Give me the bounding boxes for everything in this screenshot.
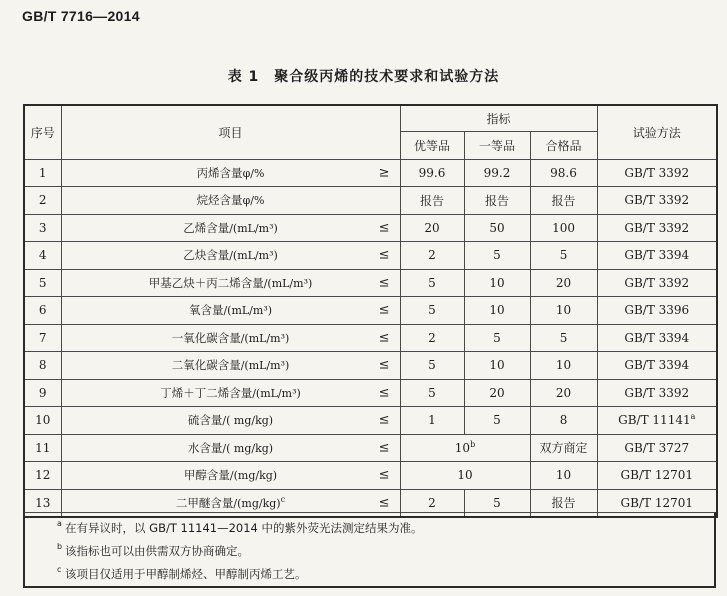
value-qualified: 5 bbox=[530, 242, 597, 270]
value-qualified: 20 bbox=[530, 379, 597, 407]
table-row bbox=[24, 242, 717, 270]
item-name: 二甲醚含量 bbox=[175, 495, 234, 510]
row-seq: 12 bbox=[24, 462, 61, 490]
item-unit: /(mL/m³) bbox=[252, 386, 301, 400]
table-row bbox=[24, 159, 717, 187]
test-method bbox=[597, 379, 717, 407]
value-first: 5 bbox=[464, 489, 530, 517]
value-qualified: 10 bbox=[530, 297, 597, 325]
item-comparator: ≤ bbox=[378, 440, 390, 456]
item-name: 甲醇含量 bbox=[183, 468, 230, 483]
spec-table bbox=[23, 104, 718, 518]
item-comparator: ≤ bbox=[378, 330, 390, 346]
value-superior: 2 bbox=[400, 489, 464, 517]
test-method bbox=[597, 159, 717, 187]
value-qualified: 5 bbox=[530, 324, 597, 352]
test-method bbox=[597, 324, 717, 352]
table-row bbox=[24, 297, 717, 325]
item-comparator: ≤ bbox=[378, 412, 390, 428]
item-name: 二氧化碳含量 bbox=[171, 358, 241, 373]
header-method: 试验方法 bbox=[597, 105, 717, 159]
header-grade-superior: 优等品 bbox=[400, 131, 464, 159]
test-method-text: GB/T 11141 bbox=[618, 413, 691, 428]
value-qualified: 10 bbox=[530, 352, 597, 380]
row-seq: 2 bbox=[24, 187, 61, 215]
value-merged bbox=[400, 462, 530, 490]
row-seq: 1 bbox=[24, 159, 61, 187]
test-method-text: GB/T 3396 bbox=[624, 303, 690, 318]
header-item: 项目 bbox=[61, 105, 400, 159]
item-comparator: ≤ bbox=[378, 385, 390, 401]
value-first: 99.2 bbox=[464, 159, 530, 187]
row-seq: 11 bbox=[24, 434, 61, 462]
table-row bbox=[24, 379, 717, 407]
header-grade-qualified: 合格品 bbox=[530, 131, 597, 159]
test-method-footnote-mark: a bbox=[690, 412, 696, 422]
table-row bbox=[24, 214, 717, 242]
item-name: 一氧化碳含量 bbox=[171, 330, 241, 345]
value-superior: 5 bbox=[400, 269, 464, 297]
footnote-text: 在有异议时，以 GB/T 11141—2014 中的紫外荧光法测定结果为准。 bbox=[65, 521, 423, 535]
value-superior: 1 bbox=[400, 407, 464, 435]
item-comparator: ≤ bbox=[378, 247, 390, 263]
value-superior: 2 bbox=[400, 324, 464, 352]
item-comparator: ≤ bbox=[378, 357, 390, 373]
value-qualified: 10 bbox=[530, 462, 597, 490]
item-comparator: ≤ bbox=[378, 467, 390, 483]
value-footnote-mark: b bbox=[470, 439, 476, 449]
table-row bbox=[24, 352, 717, 380]
test-method bbox=[597, 297, 717, 325]
item-name: 丙烯含量 bbox=[196, 165, 243, 180]
test-method-text: GB/T 3392 bbox=[624, 193, 690, 208]
item-unit: /( mg/kg) bbox=[222, 441, 274, 455]
value-first: 报告 bbox=[464, 187, 530, 215]
test-method-text: GB/T 3394 bbox=[624, 330, 690, 345]
item-unit: φ/% bbox=[242, 166, 265, 180]
value-superior: 5 bbox=[400, 297, 464, 325]
test-method-text: GB/T 3392 bbox=[624, 220, 690, 235]
row-item bbox=[61, 242, 400, 270]
item-unit: φ/% bbox=[242, 194, 265, 208]
test-method bbox=[597, 407, 717, 435]
header-grade-first: 一等品 bbox=[464, 131, 530, 159]
item-unit-footnote-mark: c bbox=[280, 494, 286, 504]
item-comparator: ≤ bbox=[378, 302, 390, 318]
row-seq: 4 bbox=[24, 242, 61, 270]
test-method-text: GB/T 3394 bbox=[624, 248, 690, 263]
value-superior: 99.6 bbox=[400, 159, 464, 187]
row-item bbox=[61, 159, 400, 187]
item-name: 烷烃含量 bbox=[196, 193, 243, 208]
test-method-text: GB/T 12701 bbox=[620, 495, 693, 510]
footnote-mark: c bbox=[57, 565, 62, 574]
table-row bbox=[24, 462, 717, 490]
value-qualified: 20 bbox=[530, 269, 597, 297]
value-merged bbox=[400, 434, 530, 462]
item-unit: /(mg/kg) bbox=[229, 469, 278, 483]
test-method bbox=[597, 462, 717, 490]
row-item bbox=[61, 462, 400, 490]
table-row bbox=[24, 269, 717, 297]
test-method-text: GB/T 3727 bbox=[624, 440, 690, 455]
test-method-text: GB/T 3392 bbox=[624, 165, 690, 180]
row-seq: 9 bbox=[24, 379, 61, 407]
footnote-mark: a bbox=[57, 519, 62, 528]
test-method-text: GB/T 3394 bbox=[624, 358, 690, 373]
value-superior: 5 bbox=[400, 379, 464, 407]
value-qualified: 双方商定 bbox=[530, 434, 597, 462]
table-row bbox=[24, 407, 717, 435]
footnotes bbox=[23, 512, 716, 588]
test-method bbox=[597, 242, 717, 270]
item-unit: /(mg/kg) bbox=[233, 496, 281, 510]
test-method bbox=[597, 269, 717, 297]
item-unit: /(mL/m³) bbox=[223, 304, 273, 318]
item-name: 水含量 bbox=[187, 440, 223, 455]
value-qualified: 报告 bbox=[530, 489, 597, 517]
item-unit: /(mL/m³) bbox=[240, 359, 290, 373]
value-merged-text: 10 bbox=[457, 468, 473, 483]
test-method bbox=[597, 214, 717, 242]
footnote bbox=[25, 540, 714, 563]
value-first: 10 bbox=[464, 269, 530, 297]
footnote-mark: b bbox=[57, 542, 63, 551]
table-row bbox=[24, 187, 717, 215]
item-name: 丁烯＋丁二烯含量 bbox=[160, 385, 253, 400]
row-item bbox=[61, 269, 400, 297]
row-item bbox=[61, 187, 400, 215]
item-comparator: ≤ bbox=[378, 275, 390, 291]
value-first: 10 bbox=[464, 297, 530, 325]
value-superior: 2 bbox=[400, 242, 464, 270]
value-first: 5 bbox=[464, 407, 530, 435]
value-qualified: 100 bbox=[530, 214, 597, 242]
item-unit: /(mL/m³) bbox=[229, 249, 278, 263]
item-unit: /( mg/kg) bbox=[222, 414, 274, 428]
value-qualified: 98.6 bbox=[530, 159, 597, 187]
value-first: 50 bbox=[464, 214, 530, 242]
item-name: 乙炔含量 bbox=[183, 248, 230, 263]
row-item bbox=[61, 214, 400, 242]
value-first: 5 bbox=[464, 242, 530, 270]
item-unit: /(mL/m³) bbox=[229, 221, 278, 235]
item-comparator: ≥ bbox=[378, 165, 390, 181]
table-title: 表 1 聚合级丙烯的技术要求和试验方法 bbox=[227, 69, 500, 85]
row-seq: 13 bbox=[24, 489, 61, 517]
row-seq: 3 bbox=[24, 214, 61, 242]
row-seq: 5 bbox=[24, 269, 61, 297]
item-unit: /(mL/m³) bbox=[240, 331, 290, 345]
test-method-text: GB/T 3392 bbox=[624, 275, 690, 290]
footnote bbox=[25, 563, 714, 586]
footnote bbox=[25, 517, 714, 540]
value-first: 20 bbox=[464, 379, 530, 407]
value-superior: 报告 bbox=[400, 187, 464, 215]
table-row bbox=[24, 434, 717, 462]
footnote-text: 该项目仅适用于甲醇制烯烃、甲醇制丙烯工艺。 bbox=[65, 567, 307, 581]
item-name: 氧含量 bbox=[188, 303, 224, 318]
header-indicator: 指标 bbox=[400, 105, 597, 131]
standard-code: GB/T 7716—2014 bbox=[22, 8, 140, 24]
item-name: 甲基乙炔＋丙二烯含量 bbox=[148, 275, 264, 290]
test-method-text: GB/T 3392 bbox=[624, 385, 690, 400]
row-seq: 6 bbox=[24, 297, 61, 325]
test-method bbox=[597, 352, 717, 380]
test-method bbox=[597, 187, 717, 215]
value-first: 10 bbox=[464, 352, 530, 380]
value-superior: 20 bbox=[400, 214, 464, 242]
item-name: 硫含量 bbox=[187, 413, 223, 428]
row-item bbox=[61, 352, 400, 380]
row-item bbox=[61, 297, 400, 325]
value-first: 5 bbox=[464, 324, 530, 352]
row-item bbox=[61, 324, 400, 352]
item-comparator: ≤ bbox=[378, 220, 390, 236]
test-method-text: GB/T 12701 bbox=[620, 468, 693, 483]
row-item bbox=[61, 434, 400, 462]
test-method bbox=[597, 434, 717, 462]
item-unit: /(mL/m³) bbox=[263, 276, 313, 290]
table-body bbox=[24, 159, 717, 517]
row-seq: 10 bbox=[24, 407, 61, 435]
row-item bbox=[61, 379, 400, 407]
row-item bbox=[61, 407, 400, 435]
footnote-text: 该指标也可以由供需双方协商确定。 bbox=[65, 544, 249, 558]
value-qualified: 8 bbox=[530, 407, 597, 435]
item-comparator: ≤ bbox=[378, 495, 390, 510]
value-qualified: 报告 bbox=[530, 187, 597, 215]
value-merged-text: 10 bbox=[454, 440, 471, 455]
table-row bbox=[24, 324, 717, 352]
header-seq: 序号 bbox=[24, 105, 61, 159]
item-name: 乙烯含量 bbox=[183, 220, 230, 235]
row-seq: 7 bbox=[24, 324, 61, 352]
value-superior: 5 bbox=[400, 352, 464, 380]
row-seq: 8 bbox=[24, 352, 61, 380]
